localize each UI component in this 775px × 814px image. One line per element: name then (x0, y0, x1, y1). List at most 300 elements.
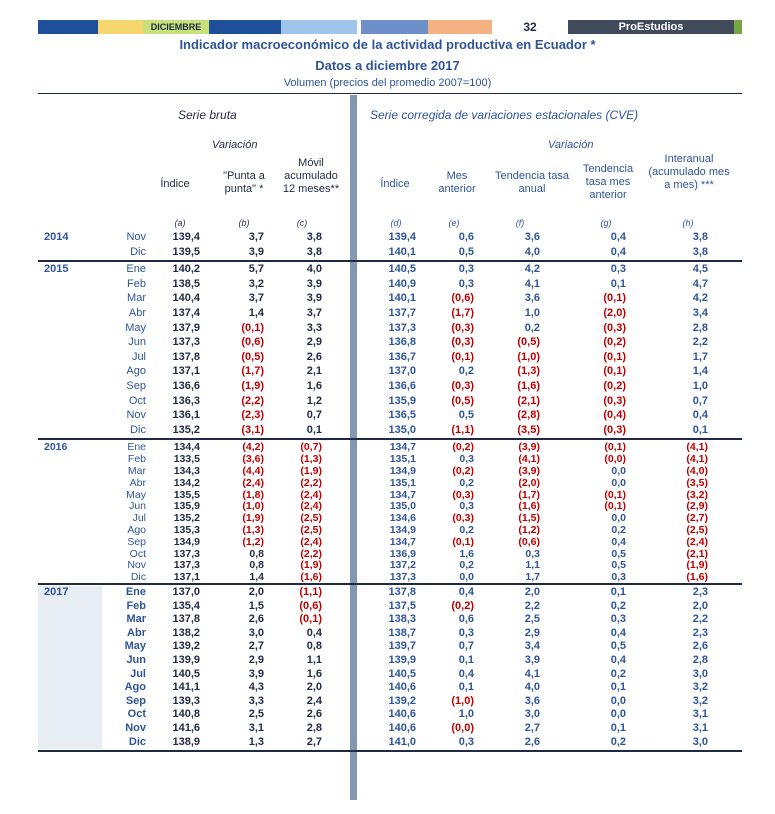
cell-d: 134,9 (389, 465, 416, 477)
row-year: 2017 (44, 586, 69, 598)
cell-a: 137,1 (172, 365, 200, 378)
table-row (38, 736, 742, 750)
table-row (38, 380, 742, 395)
cell-f: (1,7) (518, 488, 540, 501)
col-header-index-raw: Índice (160, 178, 190, 190)
year-separator (38, 583, 742, 585)
cell-g: 0,3 (610, 263, 626, 276)
cell-g: (0,0) (604, 453, 626, 466)
cell-h: (2,9) (686, 500, 708, 513)
table-row (38, 246, 742, 261)
cell-d: 140,6 (388, 708, 416, 721)
cell-f: 1,1 (525, 559, 540, 572)
cell-e: 0,4 (458, 667, 474, 680)
cell-f: (1,6) (517, 380, 540, 392)
cell-c: (2,4) (300, 500, 322, 513)
cell-c: (2,5) (300, 524, 322, 536)
cell-g: (0,2) (603, 380, 626, 392)
row-month: Jun (129, 500, 146, 513)
table-row (38, 424, 742, 439)
cell-c: (1,3) (300, 453, 322, 466)
row-month: Nov (125, 722, 146, 734)
cell-d: 140,6 (388, 681, 416, 694)
year-separator (38, 260, 742, 262)
cell-f: (1,3) (517, 365, 540, 378)
cell-d: 141,0 (388, 735, 416, 748)
cell-e: (0,0) (451, 722, 474, 734)
cell-f: 4,2 (524, 263, 540, 276)
table-row (38, 536, 742, 548)
cell-f: 1,7 (525, 571, 540, 584)
cell-b: (1,7) (241, 365, 264, 378)
cell-b: (3,1) (241, 423, 264, 436)
table-row (38, 336, 742, 351)
cell-f: 0,3 (525, 547, 540, 560)
cell-e: 0,1 (458, 654, 474, 666)
cell-f: (0,5) (517, 336, 540, 349)
cell-f: 2,9 (524, 626, 540, 639)
col-letter: (g) (600, 218, 612, 228)
cell-c: (1,9) (300, 559, 322, 572)
cell-g: 0,4 (611, 535, 626, 548)
row-month: Jul (132, 512, 146, 525)
cell-a: 139,2 (172, 640, 200, 653)
cell-e: 0,1 (458, 681, 474, 694)
row-month: Oct (127, 708, 146, 721)
cell-e: (1,7) (451, 307, 474, 319)
table-row (38, 500, 742, 512)
table-row (38, 231, 742, 246)
cell-a: 141,6 (172, 722, 200, 734)
table-row (38, 627, 742, 641)
row-month: Abr (127, 626, 146, 639)
cell-g: (0,1) (603, 365, 626, 378)
table-bottom-rule (38, 750, 742, 752)
cell-e: 0,4 (458, 586, 474, 598)
cell-e: 0,6 (458, 231, 474, 243)
cell-e: (1,1) (451, 423, 474, 436)
page-subtitle: Datos a diciembre 2017 (315, 58, 460, 73)
cell-g: 0,2 (610, 667, 626, 680)
cell-h: 4,2 (692, 292, 708, 305)
cell-h: 0,1 (692, 423, 708, 436)
cell-c: 0,8 (306, 640, 322, 653)
cell-d: 136,8 (388, 336, 416, 349)
cell-h: 2,8 (692, 321, 708, 334)
cell-b: 3,3 (248, 694, 264, 707)
cell-e: 1,0 (458, 708, 474, 721)
cell-g: 0,2 (610, 599, 626, 612)
cell-a: 138,5 (172, 277, 200, 290)
cell-e: 0,2 (459, 524, 474, 536)
table-row (38, 586, 742, 600)
header-band (38, 20, 742, 34)
cell-g: (0,1) (603, 350, 626, 363)
cell-h: 2,0 (692, 599, 708, 612)
row-month: Sep (126, 380, 146, 392)
cell-b: (0,5) (241, 350, 264, 363)
cell-f: (3,9) (518, 465, 540, 477)
cell-e: 0,3 (458, 263, 474, 276)
cell-b: 1,5 (248, 599, 264, 612)
cell-e: (0,2) (452, 465, 474, 477)
cell-a: 139,9 (172, 654, 200, 666)
cell-g: (2,0) (603, 307, 626, 319)
cell-a: 141,1 (172, 681, 200, 694)
cell-g: 0,5 (611, 547, 626, 560)
cell-b: 3,1 (248, 722, 264, 734)
cell-a: 134,4 (173, 441, 200, 454)
cell-a: 136,6 (172, 380, 200, 392)
cell-d: 137,7 (388, 307, 416, 319)
band-segment (361, 20, 428, 34)
cell-b: 2,5 (248, 708, 264, 721)
table-row (38, 695, 742, 709)
cell-a: 140,5 (172, 667, 200, 680)
cell-f: 4,0 (524, 681, 540, 694)
cell-g: 0,2 (611, 524, 626, 536)
cell-g: (0,1) (604, 500, 626, 513)
col-letter: (a) (174, 218, 186, 228)
cell-d: 139,9 (388, 654, 416, 666)
row-month: May (126, 488, 146, 501)
table-row (38, 395, 742, 410)
cell-c: (2,5) (300, 512, 322, 525)
cell-d: 134,7 (389, 488, 416, 501)
cell-h: 2,2 (692, 613, 708, 626)
cell-e: 0,0 (459, 571, 474, 584)
cell-e: (1,0) (451, 694, 474, 707)
cell-a: 136,3 (172, 394, 200, 407)
cell-a: 139,5 (172, 245, 200, 258)
table-row (38, 512, 742, 524)
cell-b: 2,7 (248, 640, 264, 653)
cell-e: 0,7 (458, 640, 474, 653)
table-row (38, 548, 742, 560)
cell-c: 3,7 (306, 307, 322, 319)
cell-b: 1,3 (248, 735, 264, 748)
cell-b: 0,8 (249, 547, 264, 560)
cell-b: 5,7 (248, 263, 264, 276)
cell-e: (0,3) (451, 321, 474, 334)
cell-h: (2,7) (686, 512, 708, 525)
cell-f: (1,2) (518, 524, 540, 536)
table-row (38, 722, 742, 736)
row-month: Mar (126, 613, 146, 626)
cell-b: (4,2) (242, 441, 264, 454)
cell-b: (1,8) (242, 488, 264, 501)
cell-h: (4,1) (686, 453, 708, 466)
cell-g: (0,3) (603, 394, 626, 407)
cell-d: 140,5 (388, 263, 416, 276)
cell-c: (0,1) (299, 613, 322, 626)
row-month: Jun (128, 336, 146, 349)
band-segment (428, 20, 492, 34)
cell-g: 0,5 (611, 559, 626, 572)
table-row (38, 292, 742, 307)
raw-series-heading: Serie bruta (178, 108, 237, 122)
cell-c: 2,1 (306, 365, 322, 378)
cell-a: 135,2 (173, 512, 200, 525)
cell-b: 2,0 (248, 586, 264, 598)
cell-e: 0,2 (459, 476, 474, 489)
cell-f: 2,2 (524, 599, 540, 612)
row-month: Nov (126, 231, 146, 243)
row-month: Mar (127, 465, 146, 477)
cell-f: 2,7 (524, 722, 540, 734)
cell-f: 3,6 (524, 292, 540, 305)
cell-g: 0,0 (610, 694, 626, 707)
cell-b: (2,4) (242, 476, 264, 489)
cell-c: 3,9 (306, 292, 322, 305)
cell-b: (3,6) (242, 453, 264, 466)
band-segment (209, 20, 281, 34)
variation-right-heading: Variación (548, 139, 594, 151)
cell-b: (1,0) (242, 500, 264, 513)
band-segment (281, 20, 357, 34)
cell-h: 3,4 (692, 307, 708, 319)
cell-c: (0,6) (299, 599, 322, 612)
cell-h: (1,9) (686, 559, 708, 572)
cell-f: (2,8) (517, 409, 540, 422)
cell-f: 1,0 (524, 307, 540, 319)
cell-b: (2,2) (241, 394, 264, 407)
cell-a: 138,9 (172, 735, 200, 748)
cell-d: 136,9 (389, 547, 416, 560)
cell-a: 137,4 (172, 307, 200, 319)
cell-c: (1,9) (300, 465, 322, 477)
page-number: 32 (492, 20, 568, 34)
table-row (38, 559, 742, 571)
cell-a: 140,8 (172, 708, 200, 721)
cell-c: (2,2) (300, 547, 322, 560)
cell-a: 137,9 (172, 321, 200, 334)
cell-d: 134,9 (389, 524, 416, 536)
cell-g: 0,0 (611, 476, 626, 489)
page-title: Indicador macroeconómico de la actividad productiva en Ecuador * (179, 37, 596, 52)
cell-f: 2,5 (524, 613, 540, 626)
cell-e: (0,1) (451, 350, 474, 363)
cell-g: (0,3) (603, 321, 626, 334)
cell-c: 2,9 (306, 336, 322, 349)
cell-f: (1,5) (518, 512, 540, 525)
cell-a: 137,8 (172, 613, 200, 626)
month-tab: DICIEMBRE (143, 20, 209, 34)
cell-e: 0,3 (459, 500, 474, 513)
cell-a: 133,5 (173, 453, 200, 466)
cell-b: 1,4 (249, 571, 264, 584)
cell-e: 0,3 (458, 277, 474, 290)
cell-c: 0,7 (306, 409, 322, 422)
cell-f: 3,9 (524, 654, 540, 666)
cell-h: 3,8 (692, 245, 708, 258)
row-month: Ene (127, 441, 146, 454)
cell-h: 3,2 (692, 681, 708, 694)
cell-h: 0,4 (692, 409, 708, 422)
cell-b: 1,4 (248, 307, 264, 319)
cell-a: 137,3 (173, 547, 200, 560)
col-letter: (e) (448, 218, 460, 228)
cell-g: (0,1) (603, 292, 626, 305)
cell-d: 140,9 (388, 277, 416, 290)
cell-b: 3,2 (248, 277, 264, 290)
cell-h: (1,6) (686, 571, 708, 584)
cell-h: 1,0 (692, 380, 708, 392)
cell-d: 135,0 (388, 423, 416, 436)
cell-a: 137,1 (173, 571, 200, 584)
cell-d: 136,6 (388, 380, 416, 392)
cell-f: 2,6 (524, 735, 540, 748)
col-header-interannual: Interanual (acumulado mes a mes) *** (648, 153, 730, 191)
row-month: Abr (128, 307, 146, 319)
cell-d: 139,2 (388, 694, 416, 707)
row-month: May (125, 321, 146, 334)
row-month: Ago (127, 524, 146, 536)
cell-h: 4,7 (692, 277, 708, 290)
cell-h: 3,1 (692, 708, 708, 721)
cell-e: (0,1) (452, 535, 474, 548)
row-month: Ago (126, 365, 146, 378)
cell-h: 0,7 (692, 394, 708, 407)
cell-d: 137,3 (389, 571, 416, 584)
cell-h: 3,1 (692, 722, 708, 734)
cell-g: 0,4 (610, 654, 626, 666)
table-row (38, 571, 742, 583)
cell-b: (2,3) (241, 409, 264, 422)
cell-h: 2,6 (692, 640, 708, 653)
cell-h: (4,1) (686, 441, 708, 454)
table-row (38, 365, 742, 380)
brand-label: ProEstudios (568, 20, 734, 34)
cell-a: 135,5 (173, 488, 200, 501)
row-month: Jul (131, 350, 146, 363)
cell-c: 3,9 (306, 277, 322, 290)
cell-g: 0,1 (610, 722, 626, 734)
col-header-trend-annual: Tendencia tasa anual (495, 170, 569, 195)
cell-h: 1,7 (692, 350, 708, 363)
table-row (38, 322, 742, 337)
col-header-point-to-point: "Punta a punta" * (223, 170, 265, 195)
cell-f: 4,0 (524, 245, 540, 258)
cell-f: 4,1 (524, 277, 540, 290)
cell-e: (0,3) (452, 488, 474, 501)
cell-d: 134,6 (389, 512, 416, 525)
cell-f: 3,4 (524, 640, 540, 653)
cell-g: 0,2 (610, 735, 626, 748)
cell-h: 3,8 (692, 231, 708, 243)
cell-e: 0,2 (458, 365, 474, 378)
cell-h: (3,2) (686, 488, 708, 501)
cell-c: (2,4) (300, 535, 322, 548)
cell-b: 3,7 (248, 292, 264, 305)
cell-g: (0,3) (603, 423, 626, 436)
cell-e: 0,5 (458, 245, 474, 258)
cell-f: 3,0 (524, 708, 540, 721)
cell-g: 0,1 (610, 277, 626, 290)
cell-e: 0,3 (458, 626, 474, 639)
row-month: Feb (127, 453, 146, 466)
row-month: Dic (128, 735, 146, 748)
table-row (38, 441, 742, 453)
table-row (38, 613, 742, 627)
cell-d: 135,1 (389, 453, 416, 466)
table-row (38, 654, 742, 668)
cell-c: (0,7) (300, 441, 322, 454)
cell-b: 0,8 (249, 559, 264, 572)
cell-e: (0,2) (451, 599, 474, 612)
cell-b: (1,9) (241, 380, 264, 392)
col-letter: (f) (515, 218, 525, 228)
row-month: Mar (127, 292, 146, 305)
cell-c: 3,8 (306, 245, 322, 258)
row-year: 2015 (44, 263, 69, 276)
cell-d: 137,5 (388, 599, 416, 612)
cell-f: (3,5) (517, 423, 540, 436)
title-rule (38, 93, 742, 94)
cell-b: (1,9) (242, 512, 264, 525)
cell-e: (0,3) (451, 380, 474, 392)
cell-b: 2,6 (248, 613, 264, 626)
cell-f: (1,0) (517, 350, 540, 363)
volume-note: Volumen (precios del promedio 2007=100) (283, 77, 492, 89)
row-month: Dic (130, 571, 146, 584)
cell-d: 140,1 (388, 292, 416, 305)
cell-f: (2,0) (518, 476, 540, 489)
cell-c: 3,8 (306, 231, 322, 243)
cell-h: (2,4) (686, 535, 708, 548)
cell-a: 135,3 (173, 524, 200, 536)
cell-g: 0,5 (610, 640, 626, 653)
cell-b: 3,9 (248, 667, 264, 680)
cell-g: 0,0 (610, 708, 626, 721)
table-row (38, 524, 742, 536)
cell-a: 134,2 (173, 476, 200, 489)
cell-d: 138,3 (388, 613, 416, 626)
col-letter: (b) (238, 218, 250, 228)
cell-b: (1,2) (242, 535, 264, 548)
col-header-prev-month: Mes anterior (438, 170, 476, 195)
cell-d: 136,7 (388, 350, 416, 363)
cell-e: 1,6 (459, 547, 474, 560)
adjusted-series-heading: Serie corregida de variaciones estacionales (CVE) (370, 108, 639, 122)
cell-b: 3,0 (248, 626, 264, 639)
cell-c: (2,2) (300, 476, 322, 489)
cell-f: (2,1) (517, 394, 540, 407)
cell-h: (4,0) (686, 465, 708, 477)
cell-c: 2,6 (306, 708, 322, 721)
cell-e: 0,6 (458, 613, 474, 626)
row-month: Sep (127, 535, 146, 548)
cell-c: 0,1 (306, 423, 322, 436)
cell-d: 137,3 (388, 321, 416, 334)
col-header-index-cve: Índice (380, 178, 410, 190)
cell-f: (1,6) (518, 500, 540, 513)
cell-d: 135,0 (389, 500, 416, 513)
cell-c: 1,2 (306, 394, 322, 407)
cell-b: (0,6) (241, 336, 264, 349)
cell-f: 4,1 (524, 667, 540, 680)
table-row (38, 708, 742, 722)
cell-d: 134,7 (389, 441, 416, 454)
row-month: Oct (129, 547, 146, 560)
cell-d: 137,0 (388, 365, 416, 378)
cell-b: (0,1) (241, 321, 264, 334)
cell-d: 139,7 (388, 640, 416, 653)
cell-g: (0,4) (603, 409, 626, 422)
cell-b: 4,3 (248, 681, 264, 694)
cell-h: 2,8 (692, 654, 708, 666)
cell-c: 2,7 (306, 735, 322, 748)
